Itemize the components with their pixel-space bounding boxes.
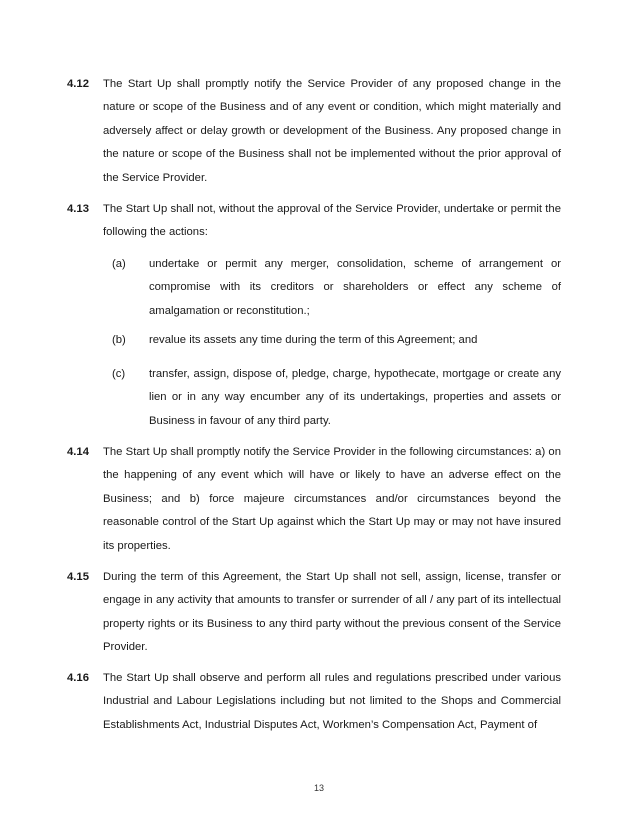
- subclause-a: [112, 253, 561, 323]
- subclause-c: [112, 363, 561, 433]
- clause-text: The Start Up shall promptly notify the Service Provider in the following circumstances: a) on the happening of any event which will have or likely to have an adverse effect on the Business; and b) force majeure circumstances and/or circumstances beyond the reasonable control of the Start Up against which the Start Up may or may not have insured its properties.: [103, 446, 561, 552]
- clause-4-12: [67, 73, 561, 190]
- subclause-text: revalue its assets any time during the term of this Agreement; and: [149, 334, 478, 346]
- subclause-label: (a): [112, 258, 126, 270]
- clause-text: The Start Up shall not, without the approval of the Service Provider, undertake or permit the following the actions:: [103, 203, 561, 239]
- subclause-text: undertake or permit any merger, consolidation, scheme of arrangement or compromise with its creditors or shareholders or effect any scheme of amalgamation or reconstitution.;: [149, 258, 561, 317]
- clause-4-13: [67, 198, 561, 245]
- subclause-label: (b): [112, 334, 126, 346]
- page-number: 13: [313, 783, 324, 793]
- subclause-b: [112, 329, 561, 352]
- clause-number: 4.15: [67, 571, 89, 583]
- clause-text: During the term of this Agreement, the Start Up shall not sell, assign, license, transfer or engage in any activity that amounts to transfer or surrender of all / any part of its intellectual property rights or its Business to any third party without the previous consent of the Service Provider.: [103, 571, 561, 654]
- clause-4-16: [67, 667, 561, 737]
- clause-text: The Start Up shall observe and perform all rules and regulations prescribed under various Industrial and Labour Legislations including but not limited to the Shops and Commercial Establishments Act, Industrial Disputes Act, Workmen’s Compensation Act, Payment of: [103, 672, 561, 731]
- clause-number: 4.13: [67, 203, 89, 215]
- subclause-text: transfer, assign, dispose of, pledge, charge, hypothecate, mortgage or create any lien or in any way encumber any of its undertakings, properties and assets or Business in favour of any third party.: [149, 368, 561, 427]
- clause-4-15: [67, 566, 561, 660]
- subclause-label: (c): [112, 368, 126, 380]
- clause-number: 4.16: [67, 672, 89, 684]
- clause-number: 4.12: [67, 78, 89, 90]
- clause-4-14: [67, 441, 561, 558]
- clause-text: The Start Up shall promptly notify the Service Provider of any proposed change in the nature or scope of the Business and of any event or condition, which might materially and adversely affect or delay growth or development of the Business. Any proposed change in the nature or scope of the Business shall not be implemented without the prior approval of the Service Provider.: [103, 78, 561, 184]
- clause-number: 4.14: [67, 446, 89, 458]
